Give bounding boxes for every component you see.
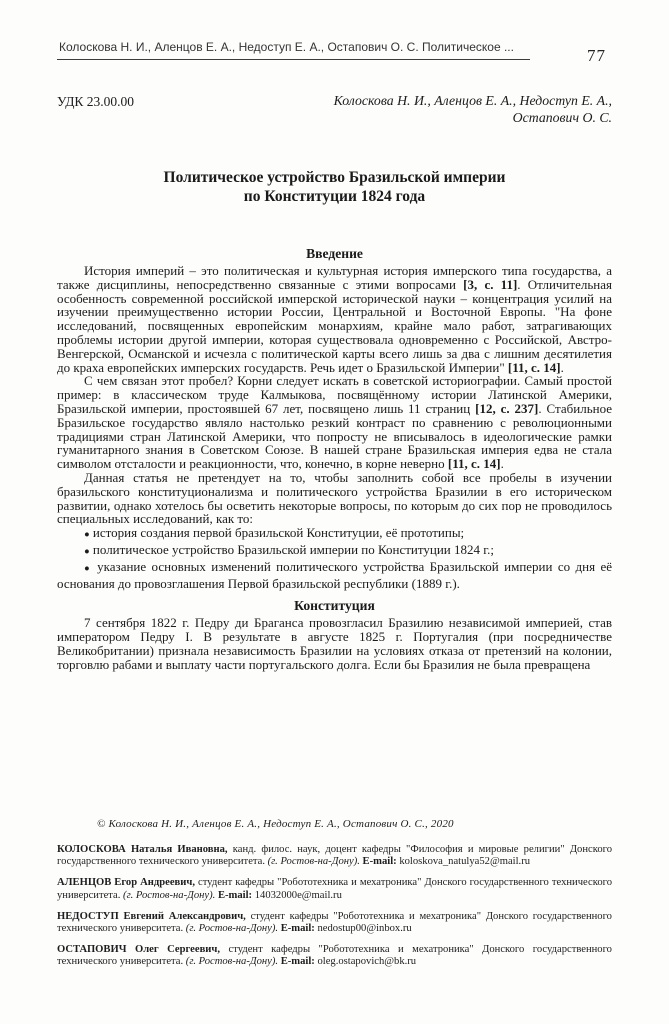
bullet-item-2: ● политическое устройство Бразильской империи по Конституции 1824 г.; [84, 541, 494, 557]
article-title [57, 169, 612, 206]
copyright-line: © Колоскова Н. И., Аленцов Е. А., Недоступ Е. А., Остапович О. С., 2020 [97, 818, 454, 831]
constitution-paragraph-1: 7 сентября 1822 г. Педру ди Браганса провозгласил Бразилию независимой империей, став императором Педру I. В результате в августе 1825 г. Португалия (при посредничестве Великобритании) признала независимость Бразилии на условиях отказа от претензий на колонии, торговлю рабами и выплату части португальского долга. Если бы Бразилия не была превращена [57, 615, 612, 672]
footnotes-block [57, 844, 612, 968]
footnote-ostapovich: ОСТАПОВИЧ Олег Сергеевич, студент кафедры "Робототехника и мехатроника" Донского государственного технического университета. (г. Ростов-на-Дону). E-mail: oleg.ostapovich@bk.ru [57, 943, 612, 967]
bullet-item-3: ● указание основных изменений политического устройства Бразильской империи со дня её основания до провозглашения Первой бразильской республики (1889 г.). [57, 558, 612, 591]
authors-block [334, 93, 612, 126]
footnote-koloskova: КОЛОСКОВА Наталья Ивановна, канд. филос. наук, доцент кафедры "Философия и мировые религии" Донского государственного технического университета. (г. Ростов-на-Дону). E-mail: koloskova_natulya52@mail.ru [57, 844, 612, 868]
article-title-line-2: по Конституции 1824 года [243, 187, 426, 205]
intro-paragraph-3: Данная статья не претендует на то, чтобы заполнить собой все пробелы в изучении бразильского конституционализма и политического устройства Бразилии в его историческом развитии, однако хотелось бы осветить некоторые вопросы, по которым до сих пор не проводилось специальных исследований, как то: [57, 469, 612, 527]
intro-paragraph-2: С чем связан этот пробел? Корни следует искать в советской историографии. Самый простой пример: в классическом труде Калмыкова, посвящённому истории Латинской Америки, Бразильской империи, простоявшей 67 лет, посвящено лишь 11 страниц [12, с. 237]. Стабильное Бразильское государство являло настолько резкий контраст по сравнению с революционными традициями стран Латинской Америки, что попросту не вписывалось в идеологические рамки гуманитарного знания в Советском Союзе. В нашей стране Бразильская империя едва не стала символом отсталости и реакционности, что, конечно, в корне неверно [11, с. 14]. [57, 373, 613, 472]
authors-line-2: Остапович О. С. [512, 109, 612, 125]
udc-label: УДК 23.00.00 [57, 94, 135, 109]
article-title-line-1: Политическое устройство Бразильской империи [163, 169, 506, 186]
page-number: 77 [587, 46, 606, 65]
footnote-nedostup: НЕДОСТУП Евгений Александрович, студент кафедры "Робототехника и мехатроника" Донского государственного технического университета. (г. Ростов-на-Дону). E-mail: nedostup00@inbox.ru [57, 910, 612, 934]
bullet-item-1: ● история создания первой бразильской Конституции, её прототипы; [84, 525, 465, 541]
authors-line-1: Колоскова Н. И., Аленцов Е. А., Недоступ Е. А., [333, 93, 612, 108]
section-heading-introduction: Введение [306, 246, 363, 261]
running-head-text: Колоскова Н. И., Аленцов Е. А., Недоступ Е. А., Остапович О. С. Политическое ... [57, 40, 530, 60]
section-heading-constitution: Конституция [294, 598, 375, 614]
footnote-alentsov: АЛЕНЦОВ Егор Андреевич, студент кафедры "Робототехника и мехатроника" Донского государственного технического университета. (г. Ростов-на-Дону). E-mail: 14032000e@mail.ru [57, 877, 612, 901]
masthead [57, 93, 612, 126]
intro-paragraph-1: История империй – это политическая и культурная история имперского типа государства, а также дисциплины, непосредственно связанные с этими вопросами [3, с. 11]. Отличительная особенность современной российской имперской исторической науки – концентрация усилий на изучении преимущественно истории России, Центральной и Восточной Европы. "На фоне исследований, посвященных европейским монархиям, крайне мало работ, затрагивающих проблемы истории другой империи, которая существовала одновременно с Российской, Австро-Венгерской, Османской и исчезла с политической карты всего лишь за два с лишним десятилетия до краха европейских имперских государств. Речь идет о Бразильской Империи" [11, с. 14]. [57, 263, 612, 375]
running-head-row [57, 40, 612, 66]
page-footer [57, 818, 612, 968]
